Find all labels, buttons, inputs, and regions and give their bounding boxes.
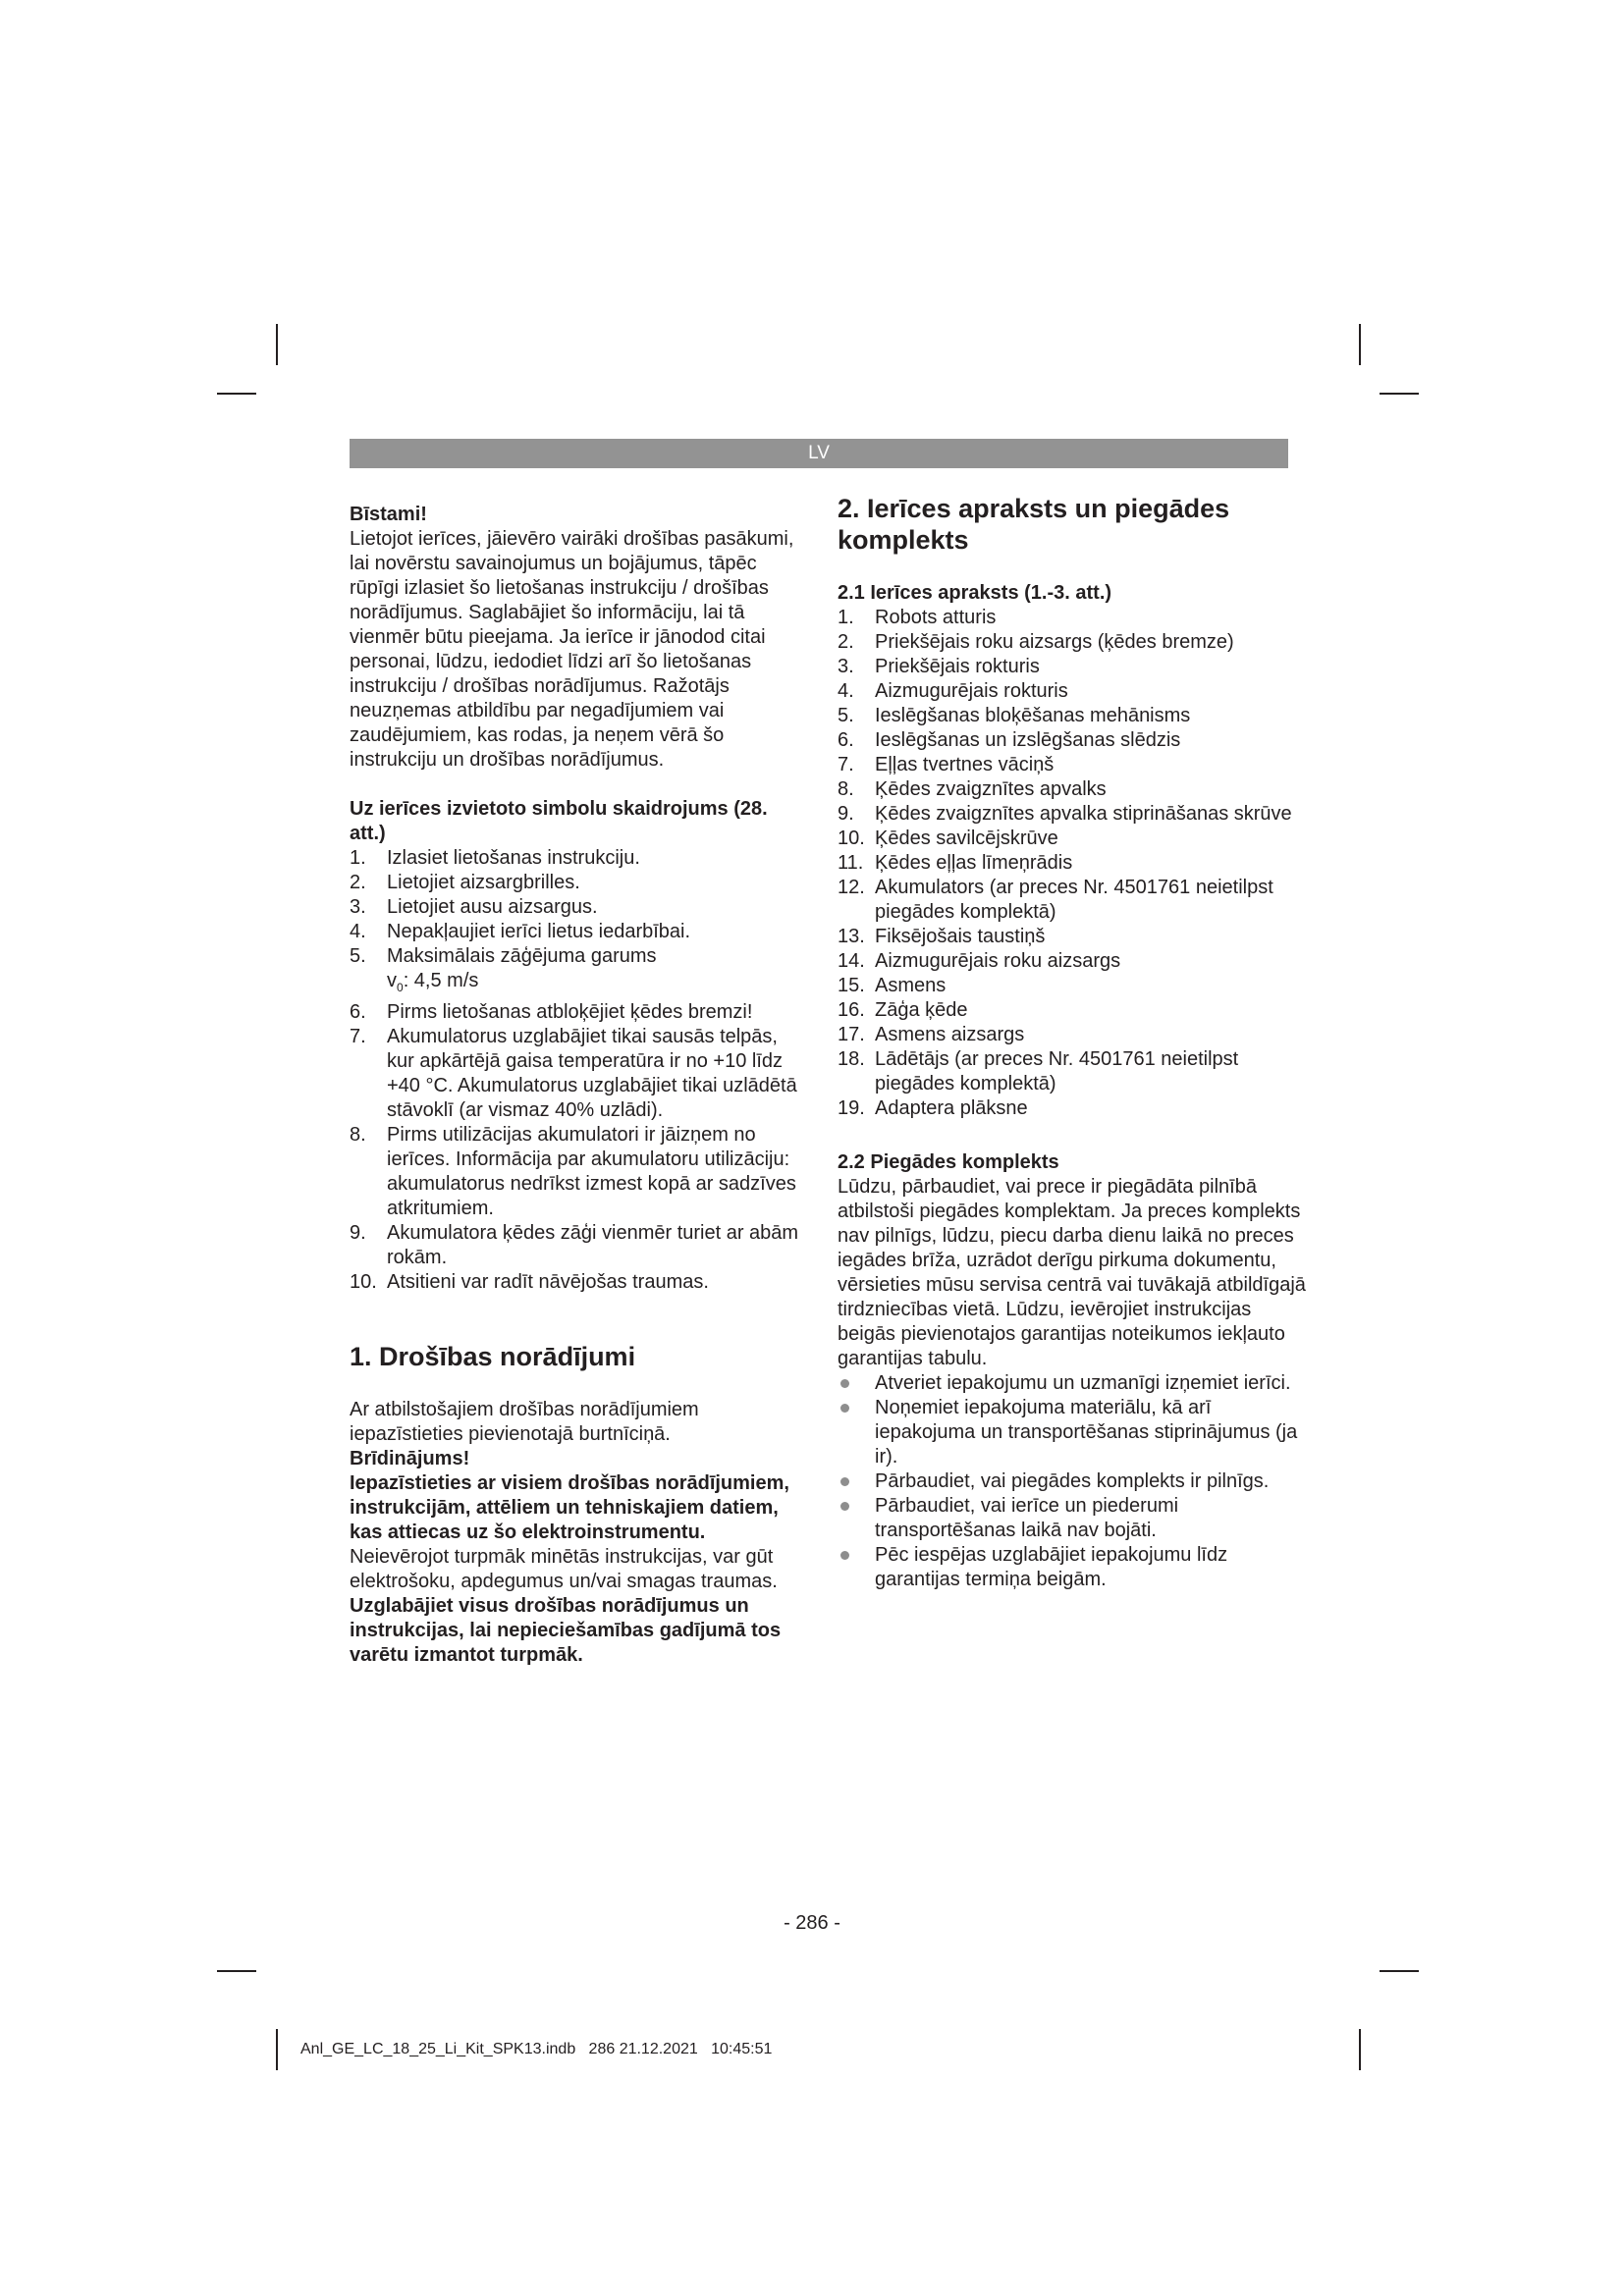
symbol-item-text: Akumulatora ķēdes zāģi vienmēr turiet ar abām rokām. — [387, 1222, 799, 1268]
part-item-text: Adaptera plāksne — [875, 1097, 1028, 1119]
symbol-item-number: 3. — [350, 896, 366, 918]
part-item-number: 1. — [838, 607, 854, 628]
symbols-list — [350, 846, 801, 1295]
part-item — [838, 925, 1309, 949]
part-item-text: Akumulators (ar preces Nr. 4501761 neietilpst piegādes komplektā) — [875, 877, 1273, 923]
crop-mark-bottom-right — [1380, 1970, 1419, 1972]
part-item-text: Eļļas tvertnes vāciņš — [875, 754, 1055, 775]
delivery-checklist — [838, 1371, 1309, 1592]
part-item-text: Ieslēgšanas un izslēgšanas slēdzis — [875, 729, 1181, 751]
parts-list — [838, 606, 1309, 1121]
part-item-number: 18. — [838, 1048, 865, 1070]
part-item-text: Robots atturis — [875, 607, 997, 628]
symbol-item-text: Atsitieni var radīt nāvējošas traumas. — [387, 1271, 709, 1293]
symbol-item-number: 1. — [350, 847, 366, 869]
page-number: - 286 - — [784, 1912, 840, 1934]
part-item-number: 4. — [838, 680, 854, 702]
part-item-number: 5. — [838, 705, 854, 726]
subsection-2-1-title: 2.1 Ierīces apraksts (1.-3. att.) — [838, 582, 1112, 604]
part-item-text: Ķēdes zvaigznītes apvalka stiprināšanas skrūve — [875, 803, 1292, 825]
part-item-text: Lādētājs (ar preces Nr. 4501761 neietilpst piegādes komplektā) — [875, 1048, 1239, 1095]
symbol-item-subscript: 0 — [397, 981, 404, 994]
part-item-number: 9. — [838, 803, 854, 825]
warning-title: Brīdinājums! — [350, 1448, 470, 1469]
part-item-text: Ķēdes zvaigznītes apvalks — [875, 778, 1107, 800]
part-item — [838, 606, 1309, 630]
part-item-number: 14. — [838, 950, 865, 972]
part-item — [838, 827, 1309, 851]
symbol-item — [350, 871, 801, 895]
part-item-number: 17. — [838, 1024, 865, 1045]
symbol-item — [350, 1270, 801, 1295]
symbol-item-number: 5. — [350, 945, 366, 967]
symbol-item-text: Izlasiet lietošanas instrukciju. — [387, 847, 640, 869]
symbol-item-number: 8. — [350, 1124, 366, 1146]
danger-title: Bīstami! — [350, 504, 427, 525]
subsection-2-2-title: 2.2 Piegādes komplekts — [838, 1151, 1059, 1173]
symbol-item-value: : 4,5 m/s — [403, 970, 479, 991]
bullet-dot-icon — [840, 1404, 849, 1413]
symbol-item-number: 4. — [350, 921, 366, 942]
right-column — [838, 493, 1309, 1592]
checklist-item-text: Pārbaudiet, vai ierīce un piederumi transportēšanas laikā nav bojāti. — [875, 1495, 1179, 1541]
part-item-text: Aizmugurējais roku aizsargs — [875, 950, 1121, 972]
delivery-text: Lūdzu, pārbaudiet, vai prece ir piegādāta pilnībā atbilstoši piegādes komplektam. Ja preces komplekts nav pilnīgs, lūdzu, piecu darba dienu laikā no preces iegādes brīža, uzrādot derīgu pirkuma dokumentu, vērsieties mūsu servisa centrā vai tuvākajā atbildīgajā tirdzniecības vietā. Lūdzu, ievērojiet instrukcijas beigās pievienotajos garantijas noteikumos iekļauto garantijas tabulu. — [838, 1176, 1306, 1369]
section-1-title: 1. Drošības norādījumi — [350, 1342, 636, 1371]
crop-mark-bottom-left-vertical — [276, 2029, 278, 2070]
checklist-item — [838, 1543, 1309, 1592]
part-item — [838, 630, 1309, 655]
part-item — [838, 1096, 1309, 1121]
symbol-item — [350, 895, 801, 920]
part-item — [838, 876, 1309, 925]
part-item-text: Ķēdes savilcējskrūve — [875, 828, 1058, 849]
part-item-number: 2. — [838, 631, 854, 653]
symbols-title: Uz ierīces izvietoto simbolu skaidrojums (28. att.) — [350, 798, 768, 844]
symbol-item-text: Lietojiet aizsargbrilles. — [387, 872, 580, 893]
crop-mark-bottom-right-vertical — [1359, 2029, 1361, 2070]
part-item-text: Asmens aizsargs — [875, 1024, 1025, 1045]
crop-mark-bottom-left — [217, 1970, 256, 1972]
symbol-item-number: 9. — [350, 1222, 366, 1244]
symbol-item — [350, 1000, 801, 1025]
symbol-item-number: 2. — [350, 872, 366, 893]
symbol-item-number: 6. — [350, 1001, 366, 1023]
bullet-dot-icon — [840, 1379, 849, 1388]
checklist-item — [838, 1494, 1309, 1543]
part-item — [838, 998, 1309, 1023]
part-item-number: 15. — [838, 975, 865, 996]
checklist-item-text: Pēc iespējas uzglabājiet iepakojumu līdz garantijas termiņa beigām. — [875, 1544, 1228, 1590]
part-item-number: 7. — [838, 754, 854, 775]
part-item — [838, 851, 1309, 876]
danger-text: Lietojot ierīces, jāievēro vairāki drošības pasākumi, lai novērstu savainojumus un bojājumus, tāpēc rūpīgi izlasiet šo lietošanas instrukciju / drošības norādījumus. Saglabājiet šo informāciju, lai tā vienmēr būtu pieejama. Ja ierīce ir jānodod citai personai, lūdzu, iedodiet līdzi arī šo lietošanas instrukciju / drošības norādījumus. Ražotājs neuzņemas atbildību par negadījumiem vai zaudējumiem, kas rodas, ja neņem vērā šo instrukciju un drošības norādījumus. — [350, 528, 794, 771]
checklist-item-text: Noņemiet iepakojuma materiālu, kā arī iepakojuma un transportēšanas stiprinājumus (ja ir). — [875, 1397, 1298, 1468]
part-item-number: 10. — [838, 828, 865, 849]
crop-mark-top-right-vertical — [1359, 324, 1361, 365]
crop-mark-top-right — [1380, 393, 1419, 395]
part-item-number: 3. — [838, 656, 854, 677]
language-code: LV — [808, 443, 830, 463]
checklist-item — [838, 1396, 1309, 1469]
checklist-item-text: Pārbaudiet, vai piegādes komplekts ir pilnīgs. — [875, 1470, 1270, 1492]
print-metadata: Anl_GE_LC_18_25_Li_Kit_SPK13.indb 286 21.12.2021 10:45:51 — [300, 2041, 773, 2057]
left-column — [350, 503, 801, 1668]
part-item — [838, 679, 1309, 704]
checklist-item-text: Atveriet iepakojumu un uzmanīgi izņemiet ierīci. — [875, 1372, 1291, 1394]
part-item-number: 19. — [838, 1097, 865, 1119]
part-item-text: Fiksējošais taustiņš — [875, 926, 1046, 947]
part-item — [838, 655, 1309, 679]
part-item-number: 6. — [838, 729, 854, 751]
symbol-item-text: Pirms utilizācijas akumulatori ir jāizņem no ierīces. Informācija par akumulatoru utilizāciju: akumulatorus nedrīkst izmest kopā ar sadzīves atkritumiem. — [387, 1124, 796, 1219]
crop-mark-top-left-vertical — [276, 324, 278, 365]
symbol-item-text: Lietojiet ausu aizsargus. — [387, 896, 598, 918]
part-item — [838, 777, 1309, 802]
symbol-item-text: v — [387, 970, 397, 991]
language-header-bar — [350, 439, 1288, 468]
part-item-number: 8. — [838, 778, 854, 800]
symbol-item — [350, 969, 801, 1000]
crop-mark-top-left — [217, 393, 256, 395]
symbol-item-text: Akumulatorus uzglabājiet tikai sausās telpās, kur apkārtējā gaisa temperatūra ir no +10 līdz +40 °C. Akumulatorus uzglabājiet tikai uzlādētā stāvoklī (ar vismaz 40% uzlādi). — [387, 1026, 797, 1121]
part-item-number: 16. — [838, 999, 865, 1021]
keep-instructions-text: Uzglabājiet visus drošības norādījumus un instrukcijas, lai nepieciešamības gadījumā tos varētu izmantot turpmāk. — [350, 1595, 782, 1666]
part-item — [838, 1023, 1309, 1047]
part-item — [838, 728, 1309, 753]
checklist-item — [838, 1469, 1309, 1494]
part-item-number: 11. — [838, 852, 864, 874]
part-item — [838, 974, 1309, 998]
bullet-dot-icon — [840, 1502, 849, 1511]
section-1-intro: Ar atbilstošajiem drošības norādījumiem iepazīstieties pievienotajā burtnīciņā. — [350, 1399, 699, 1445]
symbol-item-text: Pirms lietošanas atbloķējiet ķēdes bremzi! — [387, 1001, 753, 1023]
part-item-text: Asmens — [875, 975, 947, 996]
symbol-item — [350, 1123, 801, 1221]
part-item — [838, 949, 1309, 974]
part-item-text: Priekšējais rokturis — [875, 656, 1040, 677]
symbol-item-number: 10. — [350, 1271, 377, 1293]
symbol-item — [350, 846, 801, 871]
part-item — [838, 1047, 1309, 1096]
symbol-item-text: Maksimālais zāģējuma garums — [387, 945, 657, 967]
part-item — [838, 753, 1309, 777]
bullet-dot-icon — [840, 1551, 849, 1560]
warning-paragraph — [350, 1471, 801, 1594]
symbol-item — [350, 920, 801, 944]
warning-normal-text: Neievērojot turpmāk minētās instrukcijas, var gūt elektrošoku, apdegumus un/vai smagas traumas. — [350, 1546, 778, 1592]
bullet-dot-icon — [840, 1477, 849, 1486]
part-item-text: Zāģa ķēde — [875, 999, 968, 1021]
part-item — [838, 802, 1309, 827]
part-item-number: 13. — [838, 926, 865, 947]
part-item-number: 12. — [838, 877, 865, 898]
symbol-item — [350, 1025, 801, 1123]
part-item-text: Ieslēgšanas bloķēšanas mehānisms — [875, 705, 1191, 726]
checklist-item — [838, 1371, 1309, 1396]
part-item — [838, 704, 1309, 728]
part-item-text: Aizmugurējais rokturis — [875, 680, 1068, 702]
symbol-item-number: 7. — [350, 1026, 366, 1047]
symbol-item — [350, 944, 801, 969]
warning-bold-text: Iepazīstieties ar visiem drošības norādījumiem, instrukcijām, attēliem un tehniskajiem datiem, kas attiecas uz šo elektroinstrumentu. — [350, 1472, 789, 1543]
symbol-item — [350, 1221, 801, 1270]
section-2-title: 2. Ierīces apraksts un piegādes komplekts — [838, 494, 1230, 555]
part-item-text: Ķēdes eļļas līmeņrādis — [875, 852, 1073, 874]
symbol-item-text: Nepakļaujiet ierīci lietus iedarbībai. — [387, 921, 691, 942]
part-item-text: Priekšējais roku aizsargs (ķēdes bremze) — [875, 631, 1234, 653]
